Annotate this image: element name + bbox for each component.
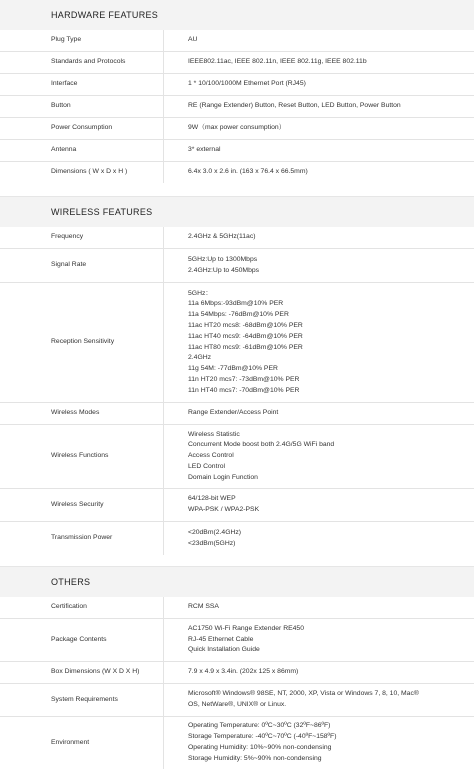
row-label: Wireless Functions	[0, 425, 164, 488]
value-line: 64/128-bit WEP	[188, 495, 236, 503]
row-value	[164, 619, 474, 661]
table-row	[0, 118, 474, 140]
row-label: Transmission Power	[0, 522, 164, 555]
value-line: WPA-PSK / WPA2-PSK	[188, 506, 260, 513]
section-wireless-features	[0, 196, 474, 555]
table-row	[0, 717, 474, 769]
value-line: 1 * 10/100/1000M Ethernet Port (RJ45)	[188, 80, 306, 88]
spec-table	[0, 227, 474, 555]
row-value	[164, 52, 474, 73]
row-value	[164, 74, 474, 95]
spec-table	[0, 597, 474, 769]
row-value	[164, 283, 474, 402]
value-line: 11a 54Mbps: -76dBm@10% PER	[188, 311, 289, 319]
row-value	[164, 684, 474, 716]
row-label: Power Consumption	[0, 118, 164, 139]
table-row	[0, 52, 474, 74]
section-gap	[0, 183, 474, 196]
row-label: Box Dimensions (W X D X H)	[0, 662, 164, 683]
value-line: RCM SSA	[188, 603, 219, 611]
value-line: Operating Temperature: 0ºC~30ºC (32ºF~86ºF)	[188, 722, 331, 730]
row-label: System Requirements	[0, 684, 164, 716]
table-row	[0, 597, 474, 619]
value-line: LED Control	[188, 462, 226, 470]
value-line: Concurrent Mode boost both 2.4G/5G WiFi band	[188, 441, 335, 449]
value-line: <23dBm(5GHz)	[188, 539, 236, 547]
section-gap	[0, 555, 474, 566]
row-value	[164, 717, 474, 769]
row-label: Frequency	[0, 227, 164, 248]
row-value	[164, 425, 474, 488]
section-others	[0, 566, 474, 769]
value-line: 3* external	[188, 146, 221, 154]
row-value	[164, 162, 474, 183]
value-line: 7.9 x 4.9 x 3.4in. (202x 125 x 86mm)	[188, 668, 299, 676]
table-row	[0, 684, 474, 717]
row-label: Signal Rate	[0, 249, 164, 282]
row-value	[164, 522, 474, 555]
row-value	[164, 227, 474, 248]
table-row	[0, 425, 474, 489]
value-line: IEEE802.11ac, IEEE 802.11n, IEEE 802.11g, IEEE 802.11b	[188, 58, 367, 66]
value-line: 5GHz：	[188, 289, 213, 297]
table-row	[0, 74, 474, 96]
value-line: 11ac HT20 mcs8: -68dBm@10% PER	[188, 321, 303, 329]
value-line: Wireless Statistic	[188, 430, 240, 438]
value-line: 11ac HT40 mcs9: -64dBm@10% PER	[188, 332, 303, 340]
row-value	[164, 489, 474, 521]
table-row	[0, 96, 474, 118]
section-hardware-features	[0, 0, 474, 183]
value-line: AU	[188, 36, 198, 44]
row-label: Button	[0, 96, 164, 117]
value-line: Quick Installation Guide	[188, 646, 260, 654]
value-line: Domain Login Function	[188, 473, 258, 481]
value-line: 11g 54M: -77dBm@10% PER	[188, 365, 278, 373]
section-title: OTHERS	[0, 566, 474, 597]
row-label: Package Contents	[0, 619, 164, 661]
value-line: Microsoft® Windows® 98SE, NT, 2000, XP, Vista or Windows 7, 8, 10, Mac®	[188, 690, 419, 698]
row-value	[164, 30, 474, 51]
row-value	[164, 140, 474, 161]
value-line: Operating Humidity: 10%~90% non-condensing	[188, 744, 332, 751]
row-value	[164, 249, 474, 282]
table-row	[0, 227, 474, 249]
table-row	[0, 403, 474, 425]
row-value	[164, 597, 474, 618]
value-line: 11ac HT80 mcs9: -61dBm@10% PER	[188, 343, 303, 351]
row-value	[164, 96, 474, 117]
value-line: 6.4x 3.0 x 2.6 in. (163 x 76.4 x 66.5mm)	[188, 168, 308, 176]
table-row	[0, 30, 474, 52]
value-line: RE (Range Extender) Button, Reset Button, LED Button, Power Button	[188, 102, 401, 110]
row-value	[164, 118, 474, 139]
row-value	[164, 662, 474, 683]
row-label: Wireless Security	[0, 489, 164, 521]
row-label: Dimensions ( W x D x H )	[0, 162, 164, 183]
section-title: HARDWARE FEATURES	[0, 0, 474, 30]
row-label: Interface	[0, 74, 164, 95]
value-line: OS, NetWare®, UNIX® or Linux.	[188, 701, 287, 708]
value-line: AC1750 Wi-Fi Range Extender RE450	[188, 624, 304, 632]
table-row	[0, 162, 474, 183]
row-label: Plug Type	[0, 30, 164, 51]
table-row	[0, 662, 474, 684]
value-line: 5GHz:Up to 1300Mbps	[188, 255, 258, 263]
row-label: Certification	[0, 597, 164, 618]
row-label: Environment	[0, 717, 164, 769]
value-line: Range Extender/Access Point	[188, 409, 279, 417]
row-label: Wireless Modes	[0, 403, 164, 424]
value-line: RJ-45 Ethernet Cable	[188, 635, 254, 643]
table-row	[0, 249, 474, 283]
value-line: 11n HT40 mcs7: -70dBm@10% PER	[188, 386, 300, 394]
value-line: Access Control	[188, 452, 234, 460]
value-line: <20dBm(2.4GHz)	[188, 528, 242, 536]
value-line: 2.4GHz	[188, 354, 212, 362]
value-line: 2.4GHz & 5GHz(11ac)	[188, 233, 256, 241]
table-row	[0, 619, 474, 662]
row-label: Antenna	[0, 140, 164, 161]
spec-table	[0, 30, 474, 183]
row-value	[164, 403, 474, 424]
table-row	[0, 522, 474, 555]
table-row	[0, 489, 474, 522]
table-row	[0, 283, 474, 403]
row-label: Reception Sensitivity	[0, 283, 164, 402]
section-title: WIRELESS FEATURES	[0, 196, 474, 227]
value-line: Storage Temperature: -40ºC~70ºC (-40ºF~158ºF)	[188, 733, 337, 741]
table-row	[0, 140, 474, 162]
value-line: 11a 6Mbps:-93dBm@10% PER	[188, 300, 284, 308]
value-line: Storage Humidity: 5%~90% non-condensing	[188, 754, 322, 762]
value-line: 2.4GHz:Up to 450Mbps	[188, 266, 260, 274]
value-line: 11n HT20 mcs7: -73dBm@10% PER	[188, 375, 300, 383]
row-label: Standards and Protocols	[0, 52, 164, 73]
value-line: 9W（max power consumption）	[188, 124, 286, 132]
